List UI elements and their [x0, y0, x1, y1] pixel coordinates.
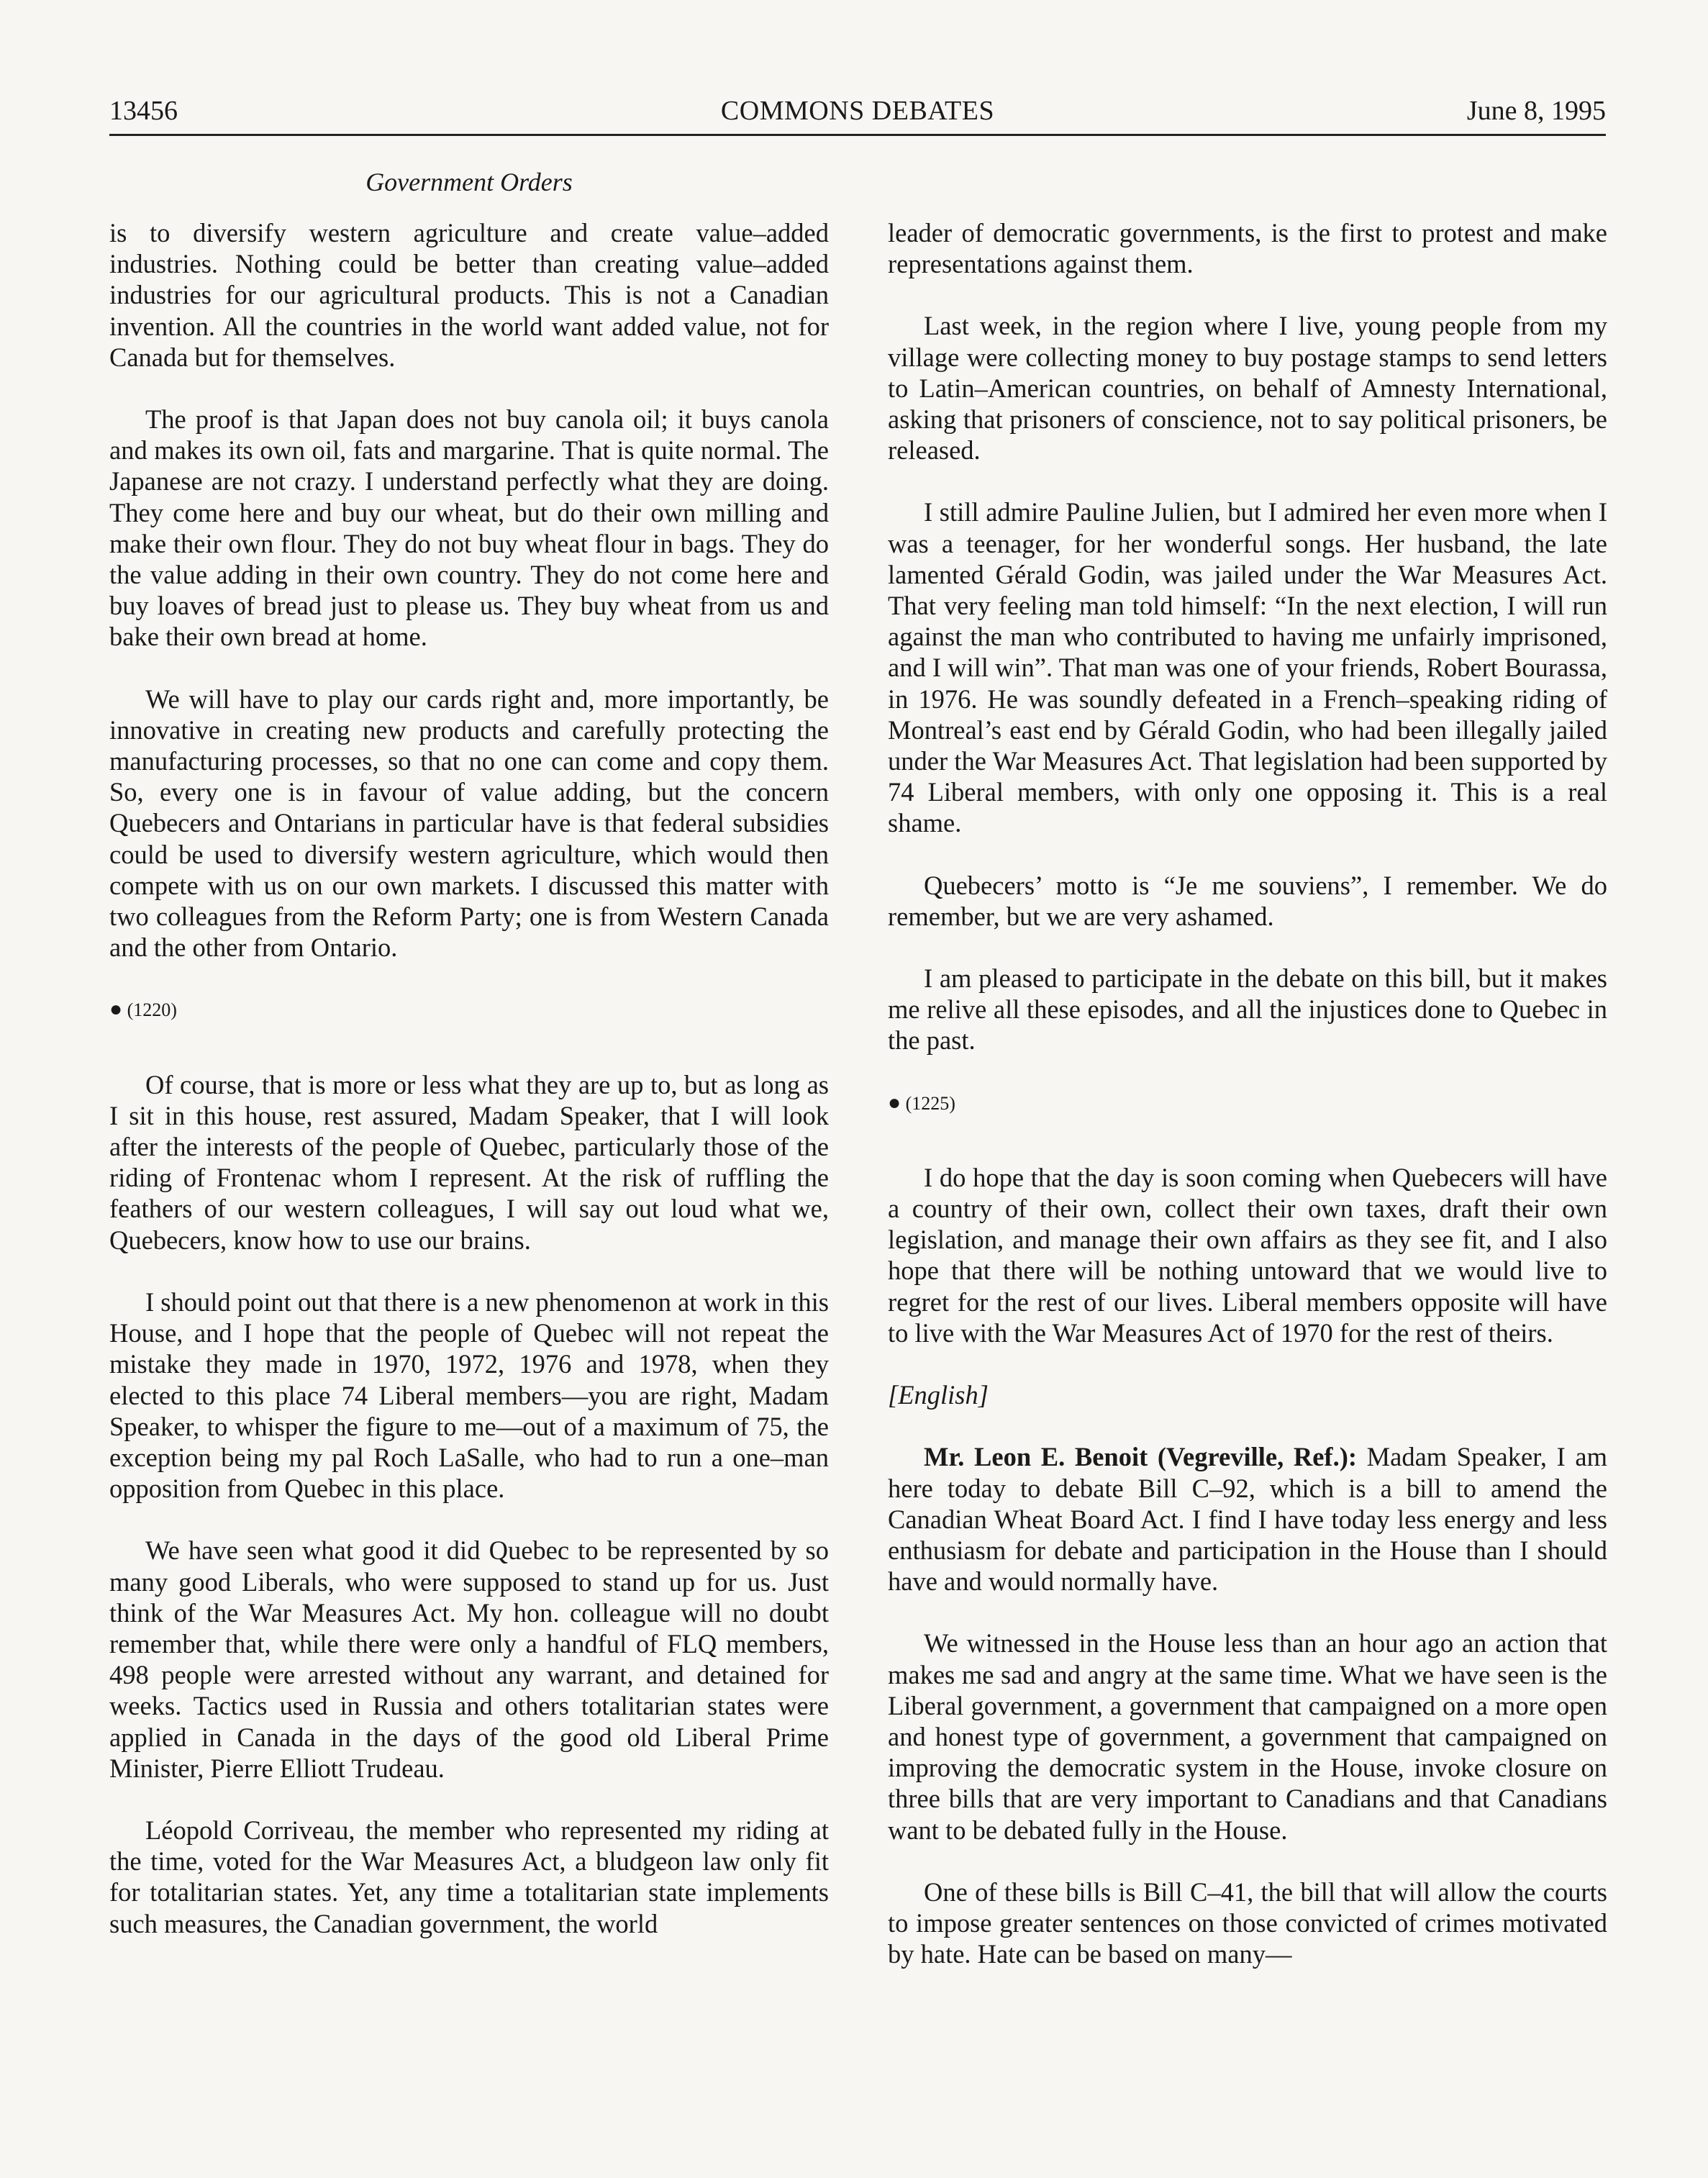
- paragraph: is to diversify western agriculture and create value–added industries. Nothing could be better than creating value–added industries for our agricultural products. This is not a Canadian invention. All the countries in the world want added value, not for Canada but for themselves.: [109, 218, 829, 372]
- paragraph: I am pleased to participate in the debate on this bill, but it makes me relive all these episodes, and all the injustices done to Quebec in the past.: [888, 963, 1607, 1056]
- publication-date: June 8, 1995: [1466, 96, 1606, 126]
- paragraph: Léopold Corriveau, the member who represented my riding at the time, voted for the War Measures Act, a bludgeon law only fit for totalitarian states. Yet, any time a totalitarian state implements such measures, the Canadian government, the world: [109, 1815, 829, 1938]
- speaker-name: Mr. Leon E. Benoit (Vegreville, Ref.):: [924, 1442, 1358, 1472]
- paragraph: We will have to play our cards right and, more importantly, be innovative in creating new products and carefully protecting the manufacturing processes, so that no one can come and copy them. So, every one is in favour of value adding, but the concern Quebecers and Ontarians in particular have is that federal subsidies could be used to diversify western agriculture, which would then compete with us on our own markets. I discussed this matter with two colleagues from the Reform Party; one is from Western Canada and the other from Ontario.: [109, 684, 829, 963]
- paragraph: One of these bills is Bill C–41, the bill that will allow the courts to impose greater sentences on those convicted of crimes motivated by hate. Hate can be based on many—: [888, 1877, 1607, 1969]
- speech-text: Madam Speaker, I am here today to debate Bill C–92, which is a bill to amend the Canadian Wheat Board Act. I find I have today less energy and less enthusiasm for debate and participation in the House than I should have and would normally have.: [888, 1442, 1608, 1597]
- paragraph: I should point out that there is a new phenomenon at work in this House, and I hope that the people of Quebec will not repeat the mistake they made in 1970, 1972, 1976 and 1978, when they elected to this place 74 Liberal members—you are right, Madam Speaker, to whisper the figure to me—out of a maximum of 75, the exception being my pal Roch LaSalle, who had to run a one–man opposition from Quebec in this place.: [109, 1287, 829, 1504]
- right-column: [888, 217, 1607, 2000]
- left-column: [109, 217, 829, 1970]
- page-number: 13456: [109, 96, 178, 126]
- paragraph: Last week, in the region where I live, young people from my village were collecting money to buy postage stamps to send letters to Latin–American countries, on behalf of Amnesty International, asking that prisoners of conscience, not to say political prisoners, be released.: [888, 311, 1607, 466]
- language-marker: [English]: [888, 1380, 989, 1410]
- bullet-icon: ●: [888, 1090, 901, 1115]
- paragraph: I do hope that the day is soon coming when Quebecers will have a country of their own, collect their own taxes, draft their own legislation, and manage their own affairs as they see fit, and I also hope that there will be nothing untoward that we would live to regret for the rest of our lives. Liberal members opposite will have to live with the War Measures Act of 1970 for the rest of theirs.: [888, 1162, 1607, 1348]
- paragraph: leader of democratic governments, is the first to protest and make representations against them.: [888, 218, 1607, 279]
- page-header: [109, 92, 1606, 136]
- paragraph: Of course, that is more or less what they are up to, but as long as I sit in this house, rest assured, Madam Speaker, that I will look after the interests of the people of Quebec, particularly those of the riding of Frontenac whom I represent. At the risk of ruffling the feathers of our western colleagues, I will say out loud what we, Quebecers, know how to use our brains.: [109, 1069, 829, 1255]
- timestamp: (1220): [127, 999, 177, 1021]
- timestamp-marker: [888, 1087, 1607, 1119]
- timestamp: (1225): [905, 1092, 955, 1114]
- section-title: Government Orders: [365, 168, 573, 196]
- paragraph: Quebecers’ motto is “Je me souviens”, I remember. We do remember, but we are very ashamed.: [888, 870, 1607, 931]
- paragraph: We have seen what good it did Quebec to be represented by so many good Liberals, who were supposed to stand up for us. Just think of the War Measures Act. My hon. colleague will no doubt remember that, while there were only a handful of FLQ members, 498 people were arrested without any warrant, and detained for weeks. Tactics used in Russia and others totalitarian states were applied in Canada in the days of the good old Liberal Prime Minister, Pierre Elliott Trudeau.: [109, 1535, 829, 1783]
- publication-title: COMMONS DEBATES: [720, 96, 995, 126]
- timestamp-marker: [109, 994, 829, 1025]
- paragraph: The proof is that Japan does not buy canola oil; it buys canola and makes its own oil, fats and margarine. That is quite normal. The Japanese are not crazy. I understand perfectly what they are doing. They come here and buy our wheat, but do their own milling and make their own flour. They do not buy wheat flour in bags. They do the value adding in their own country. They do not come here and buy loaves of bread just to please us. They buy wheat from us and bake their own bread at home.: [109, 404, 829, 652]
- bullet-icon: ●: [109, 997, 123, 1022]
- paragraph: We witnessed in the House less than an hour ago an action that makes me sad and angry at the same time. What we have seen is the Liberal government, a government that campaigned on a more open and honest type of government, a government that campaigned on improving the democratic system in the House, invoke closure on three bills that are very important to Canadians and that Canadians want to be debated fully in the House.: [888, 1628, 1607, 1845]
- paragraph: I still admire Pauline Julien, but I admired her even more when I was a teenager, for her wonderful songs. Her husband, the late lamented Gérald Godin, was jailed under the War Measures Act. That very feeling man told himself: “In the next election, I will run against the man who contributed to having me unfairly imprisoned, and I will win”. That man was one of your friends, Robert Bourassa, in 1976. He was soundly defeated in a French–speaking riding of Montreal’s east end by Gérald Godin, who had been illegally jailed under the War Measures Act. That legislation had been supported by 74 Liberal members, with only one opposing it. This is a real shame.: [888, 497, 1607, 838]
- speaker-paragraph: [888, 1441, 1607, 1597]
